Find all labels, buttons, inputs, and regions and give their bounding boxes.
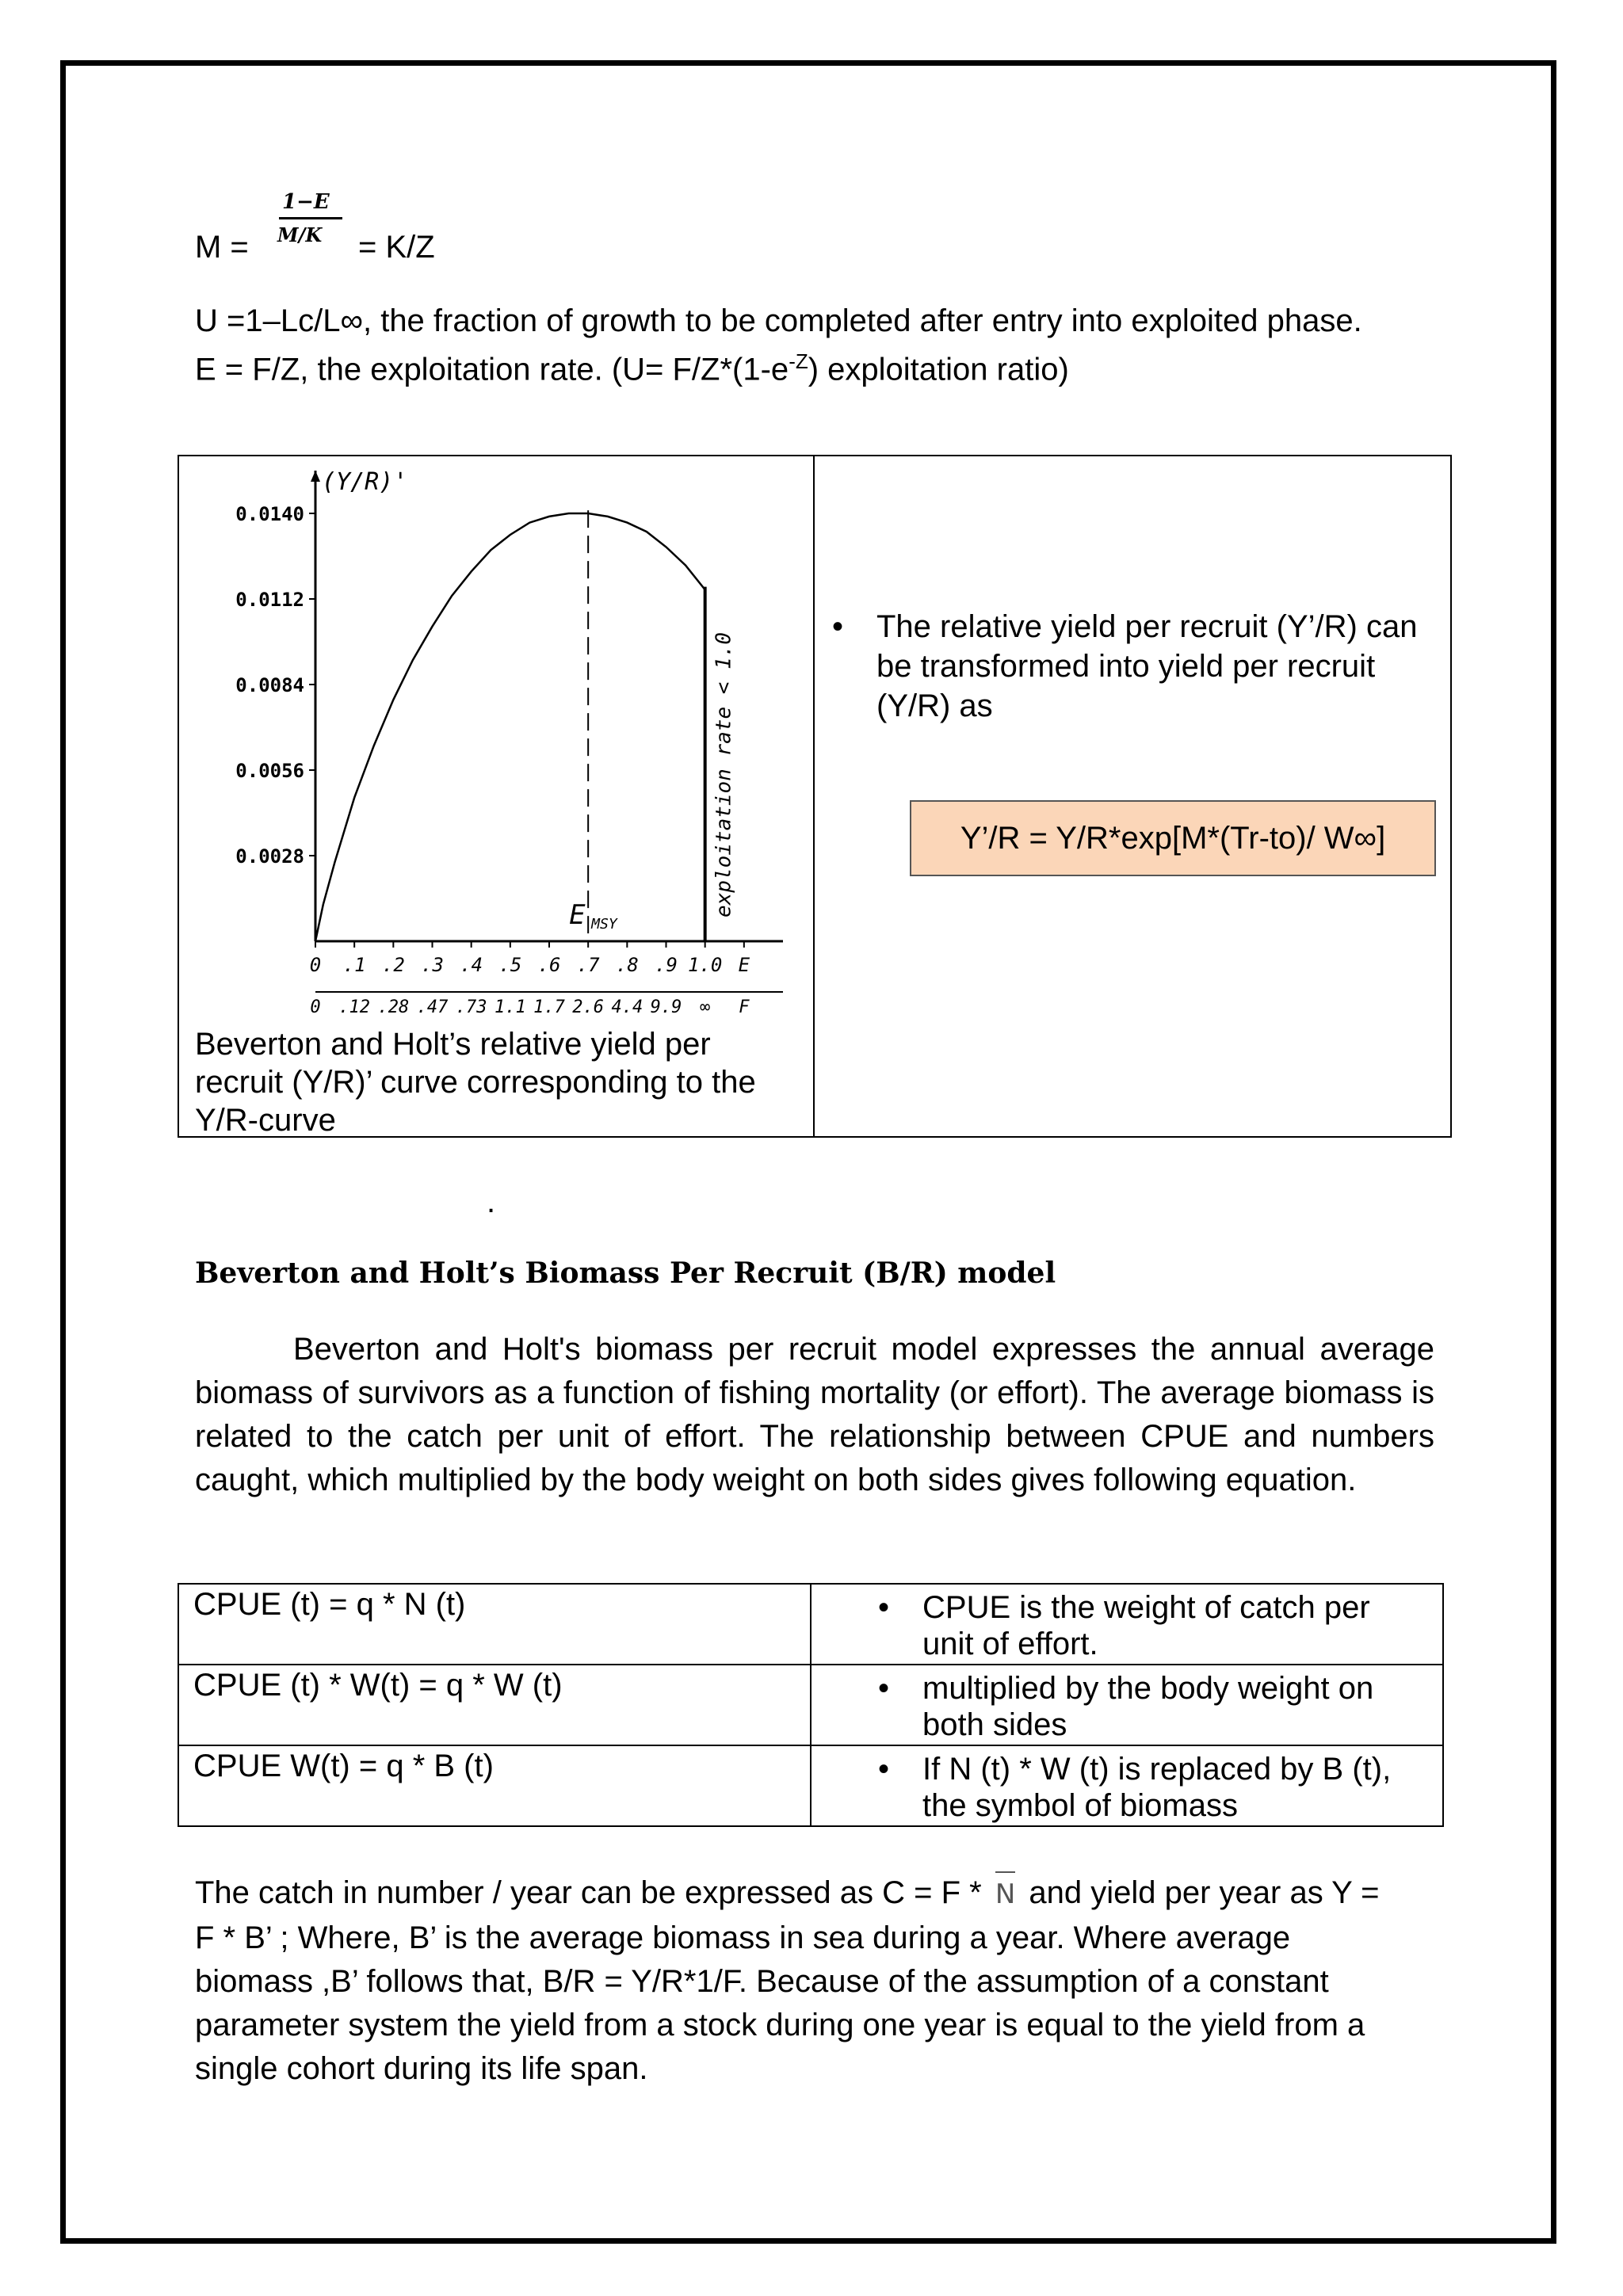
formula-m-denominator: M/K xyxy=(277,223,323,246)
formula-m-lhs: M = xyxy=(195,230,249,265)
list-item xyxy=(878,1670,1430,1743)
table-row xyxy=(178,1665,1443,1745)
y-tick-label: 0.0056 xyxy=(235,760,304,782)
definition-u: U =1–Lc/L∞, the fraction of growth to be completed after entry into exploited phase. xyxy=(195,303,1362,338)
x-tick-label-e: .7 xyxy=(576,954,600,976)
table-cell-right xyxy=(811,1665,1443,1745)
x-tick-label-f: 2.6 xyxy=(572,997,605,1017)
y-tick-label: 0.0084 xyxy=(235,674,304,696)
emsy-subscript: MSY xyxy=(591,916,617,933)
catch-line-5: single cohort during its life span. xyxy=(195,2051,648,2086)
table-cell-left: CPUE (t) = q * N (t) xyxy=(178,1584,811,1665)
n-bar-symbol: N xyxy=(995,1873,1015,1917)
table-row xyxy=(178,1584,1443,1665)
definition-e-pre: E = F/Z, the exploitation rate. (U= F/Z*(1-e xyxy=(195,352,789,387)
table-cell-right-text: multiplied by the body weight on both sides xyxy=(922,1671,1374,1742)
bullet-icon: • xyxy=(878,1590,890,1625)
x-tick-label-e: .4 xyxy=(460,954,483,976)
bullet-text: The relative yield per recruit (Y’/R) can be transformed into yield per recruit (Y/R) as xyxy=(876,609,1418,723)
chart-caption: Beverton and Holt’s relative yield per recruit (Y/R)’ curve corresponding to the Y/R-curve xyxy=(195,1027,756,1138)
fraction-bar xyxy=(279,217,342,219)
bullet-icon: • xyxy=(832,609,844,644)
stray-dot: . xyxy=(487,1184,496,1219)
x-tick-label-e: .3 xyxy=(421,954,444,976)
yield-curve xyxy=(315,513,705,941)
x-tick-label-e: .5 xyxy=(498,954,522,976)
definition-e-post: ) exploitation ratio) xyxy=(808,352,1069,387)
x-tick-label-f: 1.1 xyxy=(494,997,526,1017)
x-tick-label-e: .9 xyxy=(655,954,678,976)
x-tick-label-f: .47 xyxy=(416,997,449,1017)
catch-line-1-pre: The catch in number / year can be expressed as C = F * xyxy=(195,1875,991,1910)
table-cell-right xyxy=(811,1745,1443,1826)
y-tick-label: 0.0028 xyxy=(235,845,304,868)
table-cell-left: CPUE (t) * W(t) = q * W (t) xyxy=(178,1665,811,1745)
yield-chart-table xyxy=(178,455,1452,1138)
x-tick-label-f: F xyxy=(739,997,750,1017)
x-tick-label-e: .6 xyxy=(537,954,561,976)
catch-line-2: F * B’ ; Where, B’ is the average biomass in sea during a year. Where average xyxy=(195,1920,1291,1955)
equation-box: Y’/R = Y/R*exp[M*(Tr-to)/ W∞] xyxy=(910,800,1436,876)
x-tick-label-f: 4.4 xyxy=(611,997,643,1017)
catch-line-4: parameter system the yield from a stock during one year is equal to the yield from a xyxy=(195,2008,1365,2042)
x-tick-label-f: ∞ xyxy=(700,997,711,1017)
x-tick-label-e: E xyxy=(738,954,750,976)
table-row xyxy=(178,1745,1443,1826)
catch-line-1 xyxy=(195,1871,1463,1917)
table-cell-right xyxy=(811,1584,1443,1665)
x-tick-label-e: .8 xyxy=(615,954,639,976)
catch-line-3: biomass ,B’ follows that, B/R = Y/R*1/F. Because of the assumption of a constant xyxy=(195,1964,1329,1999)
table-cell-right-text: If N (t) * W (t) is replaced by B (t), the symbol of biomass xyxy=(922,1752,1392,1823)
y-axis-arrow xyxy=(311,471,320,482)
table-cell-right-text: CPUE is the weight of catch per unit of effort. xyxy=(922,1590,1370,1661)
x-tick-label-f: .12 xyxy=(338,997,371,1017)
formula-m-rhs: = K/Z xyxy=(358,230,435,265)
bullet-icon: • xyxy=(878,1671,890,1706)
x-tick-label-f: 9.9 xyxy=(650,997,682,1017)
x-tick-label-f: .73 xyxy=(455,997,487,1017)
catch-paragraph xyxy=(195,1871,1463,2091)
x-tick-label-f: .28 xyxy=(377,997,410,1017)
x-tick-label-f: 0 xyxy=(310,997,321,1017)
list-item xyxy=(878,1589,1430,1662)
y-tick-label: 0.0112 xyxy=(235,589,304,611)
exploitation-limit-label: exploitation rate < 1.0 xyxy=(712,631,736,917)
biomass-paragraph xyxy=(195,1328,1434,1502)
emsy-label: E xyxy=(569,899,586,931)
table-divider xyxy=(813,456,815,1136)
x-tick-label-f: 1.7 xyxy=(533,997,565,1017)
section-heading: Beverton and Holt’s Biomass Per Recruit (B/R) model xyxy=(195,1257,1056,1290)
list-item xyxy=(878,1751,1430,1824)
y-axis-label: (Y/R)' xyxy=(322,468,408,496)
x-tick-label-e: 1.0 xyxy=(687,954,723,976)
table-cell-left: CPUE W(t) = q * B (t) xyxy=(178,1745,811,1826)
relative-yield-bullet xyxy=(832,607,1431,726)
cpue-table xyxy=(178,1583,1444,1827)
definition-e xyxy=(195,340,1069,391)
formula-m-numerator: 1−E xyxy=(282,190,330,214)
catch-line-1-post: and yield per year as Y = xyxy=(1020,1875,1380,1910)
definition-e-sup: -Z xyxy=(789,349,808,373)
yield-per-recruit-chart xyxy=(179,456,813,1027)
bullet-icon: • xyxy=(878,1752,890,1787)
x-tick-label-e: .2 xyxy=(381,954,405,976)
paragraph-text: Beverton and Holt's biomass per recruit model expresses the annual average biomass of survivors as a function of fishing mortality (or effort). The average biomass is related to the catch per unit of effort. The relationship between CPUE and numbers caught, which multiplied by the body weight on both sides gives following equation. xyxy=(195,1332,1434,1497)
x-tick-label-e: 0 xyxy=(309,954,322,976)
y-tick-label: 0.0140 xyxy=(235,503,304,525)
x-tick-label-e: .1 xyxy=(342,954,366,976)
